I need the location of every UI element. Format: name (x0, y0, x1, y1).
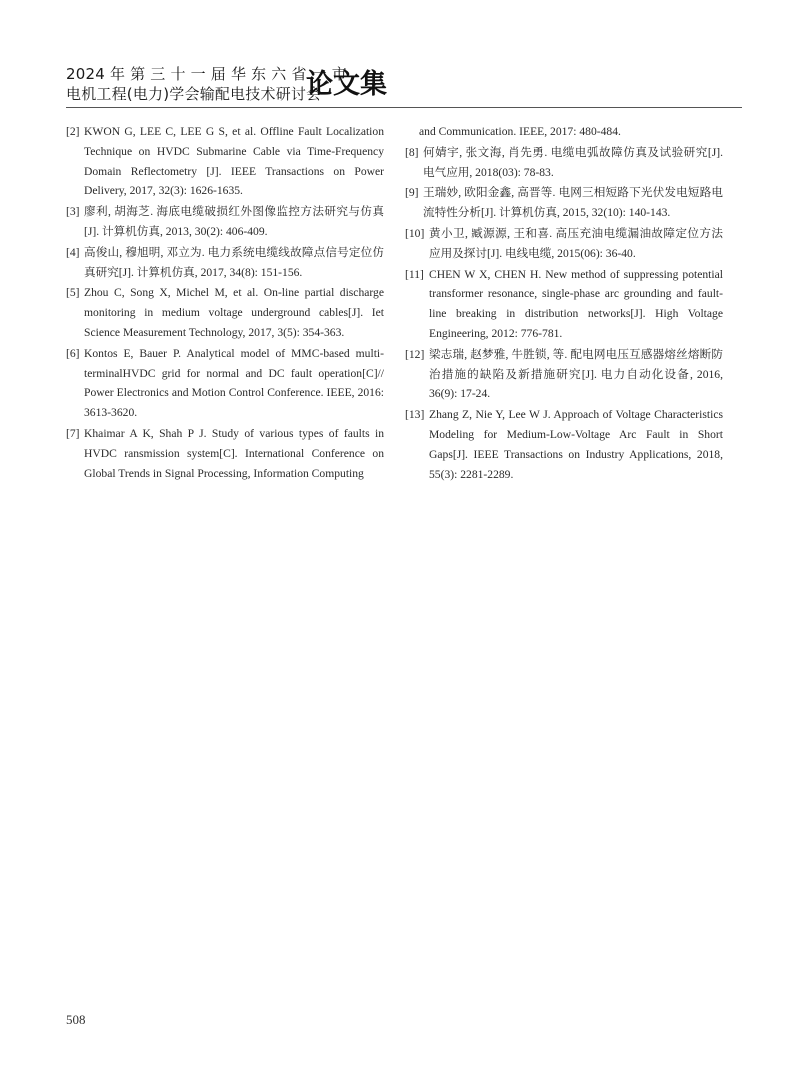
reference-item (405, 143, 723, 183)
reference-number: [4] (66, 245, 80, 259)
proceedings-label: 论文集 (306, 69, 387, 100)
reference-text: 王瑞妙, 欧阳金鑫, 高晋等. 电网三相短路下光伏发电短路电流特性分析[J]. 计算机仿真, 2015, 32(10): 140-143. (423, 186, 723, 220)
reference-item (66, 344, 384, 423)
conference-title-line2: 电机工程(电力)学会输配电技术研讨会 (66, 85, 322, 103)
reference-number: [12] (405, 347, 425, 361)
reference-text: 黄小卫, 臧源源, 王和喜. 高压充油电缆漏油故障定位方法应用及探讨[J]. 电线电缆, 2015(06): 36-40. (429, 226, 723, 260)
reference-number: [8] (405, 145, 419, 159)
reference-number: [11] (405, 267, 424, 281)
reference-item (66, 424, 384, 483)
reference-number: [7] (66, 426, 80, 440)
reference-text: CHEN W X, CHEN H. New method of suppressing potential transformer resonance, single-phase arc grounding and fault-line breaking in distribution networks[J]. High Voltage Engineering, 2012: 776-781. (429, 267, 723, 340)
conference-title (66, 64, 347, 104)
reference-item (405, 345, 723, 404)
reference-number: [13] (405, 408, 425, 422)
reference-text: Zhang Z, Nie Y, Lee W J. Approach of Voltage Characteristics Modeling for Medium-Low-Voltage Arc Fault in Short Gaps[J]. IEEE Transactions on Industry Applications, 2018, 55(3): 2281-2289. (429, 408, 723, 481)
reference-text: Khaimar A K, Shah P J. Study of various types of faults in HVDC ransmission system[C]. International Conference on Global Trends in Signal Processing, Information Computing (84, 426, 384, 480)
reference-number: [10] (405, 226, 425, 240)
reference-item (405, 183, 723, 223)
references-column-right (405, 122, 723, 485)
reference-item (405, 224, 723, 264)
reference-item (405, 405, 723, 484)
reference-number: [6] (66, 346, 80, 360)
reference-text: Kontos E, Bauer P. Analytical model of MMC-based multi-terminalHVDC grid for normal and DC fault operation[C]// Power Electronics and Motion Control Conference. IEEE, 2016: 3613-3620. (84, 346, 384, 420)
reference-item (66, 283, 384, 342)
reference-text: 廖利, 胡海芝. 海底电缆破损红外图像监控方法研究与仿真[J]. 计算机仿真, 2013, 30(2): 406-409. (84, 205, 384, 238)
reference-text: Zhou C, Song X, Michel M, et al. On-line partial discharge monitoring in medium voltage underground cables[J]. Iet Science Measurement Technology, 2017, 3(5): 354-363. (84, 286, 384, 339)
reference-text: 何婧宇, 张文海, 肖先勇. 电缆电弧故障仿真及试验研究[J]. 电气应用, 2018(03): 78-83. (423, 145, 723, 179)
reference-item (405, 265, 723, 344)
reference-item (66, 202, 384, 242)
reference-continuation (405, 122, 723, 142)
reference-number: [2] (66, 125, 80, 138)
running-header (66, 64, 736, 110)
reference-text: KWON G, LEE C, LEE G S, et al. Offline Fault Localization Technique on HVDC Submarine Cable via Time-Frequency Domain Reflectometry [J]. IEEE Transactions on Power Delivery, 2017, 32(3): 1626-1635. (84, 125, 384, 198)
reference-text: and Communication. IEEE, 2017: 480-484. (419, 125, 621, 138)
reference-text: 高俊山, 穆旭明, 邓立为. 电力系统电缆线故障点信号定位仿真研究[J]. 计算机仿真, 2017, 34(8): 151-156. (84, 245, 384, 279)
reference-item (66, 243, 384, 283)
reference-item (66, 122, 384, 201)
header-divider (66, 107, 742, 108)
page-number: 508 (66, 1012, 86, 1027)
references-column-left (66, 122, 384, 484)
reference-number: [5] (66, 286, 80, 300)
reference-number: [9] (405, 186, 419, 200)
reference-number: [3] (66, 205, 80, 219)
conference-title-line1: 2024 年 第 三 十 一 届 华 东 六 省 一 市 (66, 65, 347, 83)
reference-text: 梁志瑞, 赵梦雅, 牛胜锁, 等. 配电网电压互感器熔丝熔断防治措施的缺陷及新措施研究[J]. 电力自动化设备, 2016, 36(9): 17-24. (429, 347, 723, 401)
